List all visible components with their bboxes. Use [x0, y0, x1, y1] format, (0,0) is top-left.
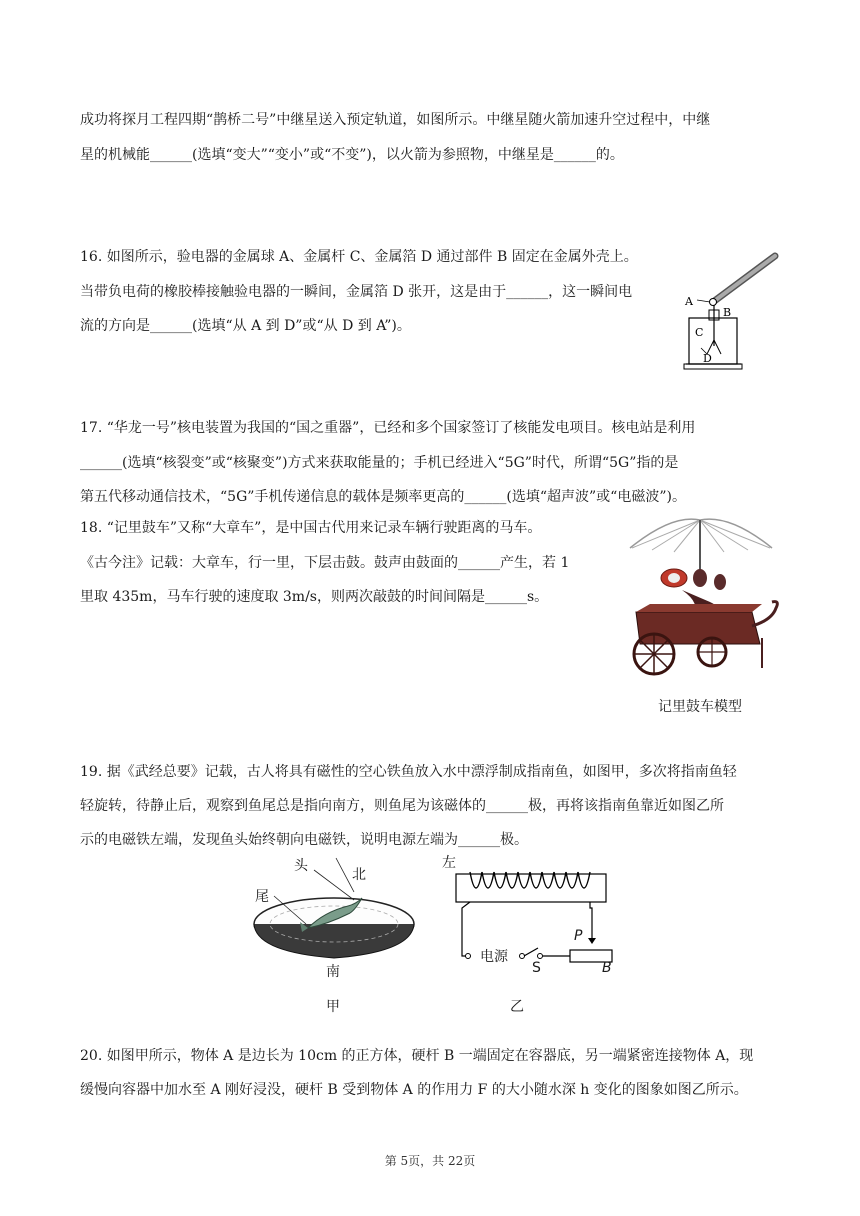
q19-line2: 轻旋转，待静止后，观察到鱼尾总是指向南方，则鱼尾为该磁体的______极，再将该指南鱼靠近如图乙所: [80, 798, 724, 814]
label-a: A: [685, 295, 693, 308]
slider-label: P: [574, 928, 583, 944]
fish-tail-label: 尾: [255, 889, 269, 905]
q15-line2: 星的机械能______(选填“变大”“变小”或“不变”)，以火箭为参照物，中继星是______的。: [80, 147, 624, 163]
south-fish-figure: [244, 852, 424, 1012]
fish-north-label: 北: [352, 867, 366, 883]
drum-cart-figure: [612, 516, 787, 686]
q20-line1: 20. 如图甲所示，物体 A 是边长为 10cm 的正方体，硬杆 B 一端固定在容器底，另一端紧密连接物体 A，现: [80, 1048, 754, 1064]
q18-line3: 里取 435m，马车行驶的速度取 3m/s，则两次敲鼓的时间间隔是______s。: [80, 589, 549, 605]
switch-label: S: [532, 960, 541, 976]
q19-line3: 示的电磁铁左端，发现鱼头始终朝向电磁铁，说明电源左端为______极。: [80, 832, 528, 848]
drum-cart-caption: 记里鼓车模型: [658, 699, 742, 715]
rheostat-end-label: B: [602, 960, 612, 976]
fig-yi-caption: 乙: [510, 999, 524, 1015]
fig-jia-caption: 甲: [326, 999, 340, 1015]
electroscope-figure: [683, 250, 783, 375]
power-source-label: 电源: [480, 949, 508, 965]
electromagnet-figure: [440, 852, 620, 982]
q15-line1: 成功将探月工程四期“鹊桥二号”中继星送入预定轨道，如图所示。中继星随火箭加速升空过程中，中继: [80, 112, 711, 128]
q18-line1: 18. “记里鼓车”又称“大章车”，是中国古代用来记录车辆行驶距离的马车。: [80, 520, 542, 536]
page-footer: 第 5页，共 22页: [384, 1154, 476, 1168]
fish-head-label: 头: [294, 858, 308, 874]
left-end-label: 左: [442, 855, 456, 871]
q19-line1: 19. 据《武经总要》记载，古人将具有磁性的空心铁鱼放入水中漂浮制成指南鱼，如图甲，多次将指南鱼轻: [80, 764, 737, 780]
label-b: B: [723, 306, 732, 319]
label-d: D: [703, 352, 712, 365]
label-c: C: [695, 326, 704, 339]
q20-line2: 缓慢向容器中加水至 A 刚好浸没，硬杆 B 受到物体 A 的作用力 F 的大小随水深 h 变化的图象如图乙所示。: [80, 1082, 748, 1098]
q16-line2: 当带负电荷的橡胶棒接触验电器的一瞬间，金属箔 D 张开，这是由于______，这一瞬间电: [80, 284, 633, 300]
fish-south-label: 南: [326, 964, 340, 980]
q17-line3: 第五代移动通信技术，“5G”手机传递信息的载体是频率更高的______(选填“超声波”或“电磁波”)。: [80, 489, 686, 505]
q17-line1: 17. “华龙一号”核电装置为我国的“国之重器”，已经和多个国家签订了核能发电项目。核电站是利用: [80, 420, 696, 436]
q16-line3: 流的方向是______(选填“从 A 到 D”或“从 D 到 A”)。: [80, 318, 411, 334]
q18-line2: 《古今注》记载：大章车，行一里，下层击鼓。鼓声由鼓面的______产生，若 1: [80, 555, 570, 571]
q17-line2: ______(选填“核裂变”或“核聚变”)方式来获取能量的；手机已经进入“5G”时代，所谓“5G”指的是: [80, 455, 679, 471]
q16-line1: 16. 如图所示，验电器的金属球 A、金属杆 C、金属箔 D 通过部件 B 固定在金属外壳上。: [80, 249, 638, 265]
